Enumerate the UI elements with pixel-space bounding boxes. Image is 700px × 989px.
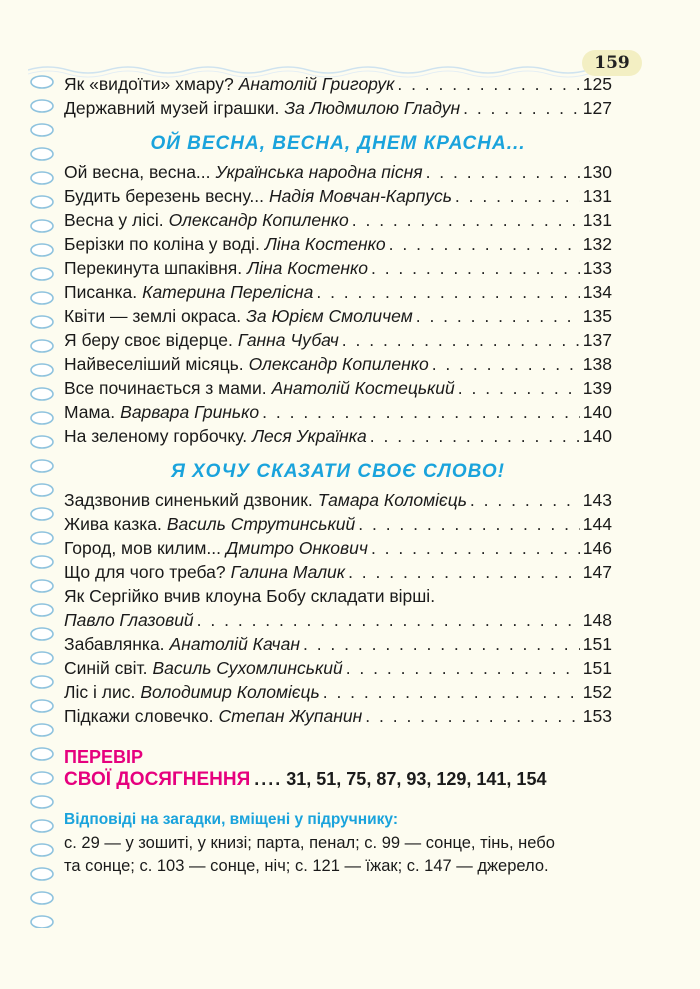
ring-icon: [31, 556, 53, 568]
entry-page: 127: [582, 98, 612, 118]
leader-dots: [197, 608, 580, 632]
ring-icon: [31, 916, 53, 928]
toc-entry[interactable]: [64, 488, 612, 512]
achievements-block: [64, 746, 612, 794]
toc-section-spring: [64, 160, 612, 448]
entry-author: Українська народна пісня: [215, 162, 423, 182]
entry-author: За Юрієм Смоличем: [246, 306, 413, 326]
entry-author: Анатолій Качан: [169, 634, 300, 654]
ring-icon: [31, 508, 53, 520]
entry-page: 153: [582, 706, 612, 726]
entry-page: 135: [582, 306, 612, 326]
entry-title: Квіти — землі окраса.: [64, 306, 242, 326]
ring-icon: [31, 844, 53, 856]
entry-title: Перекинута шпаківня.: [64, 258, 243, 278]
entry-page: 130: [582, 162, 612, 182]
ring-icon: [31, 196, 53, 208]
entry-page: 134: [582, 282, 612, 302]
leader-dots: [358, 512, 580, 536]
leader-dots: [432, 352, 580, 376]
notebook-rings-decoration: [28, 68, 68, 928]
ring-icon: [31, 220, 53, 232]
toc-entry[interactable]: [64, 352, 612, 376]
toc-entry[interactable]: [64, 424, 612, 448]
entry-author: Олександр Копиленко: [168, 210, 349, 230]
entry-page: 131: [582, 186, 612, 206]
leader-dots: [316, 280, 579, 304]
entry-page: 125: [582, 74, 612, 94]
ring-icon: [31, 868, 53, 880]
leader-dots: [352, 208, 580, 232]
answers-heading: Відповіді на загадки, вміщені у підручнику:: [64, 811, 398, 828]
ring-icon: [31, 148, 53, 160]
ring-icon: [31, 412, 53, 424]
toc-entry[interactable]: [64, 512, 612, 536]
entry-title: Берізки по коліна у воді.: [64, 234, 260, 254]
entry-page: 151: [582, 658, 612, 678]
entry-page: 151: [582, 634, 612, 654]
toc-entry[interactable]: [64, 704, 612, 728]
toc-entry[interactable]: [64, 72, 612, 96]
entry-title: Город, мов килим...: [64, 538, 222, 558]
entry-title: Ліс і лис.: [64, 682, 136, 702]
leader-dots: [365, 704, 580, 728]
entry-author: Василь Сухомлинський: [152, 658, 343, 678]
toc-entry[interactable]: [64, 400, 612, 424]
entry-title: Весна у лісі.: [64, 210, 164, 230]
leader-dots: [342, 328, 580, 352]
ring-icon: [31, 364, 53, 376]
ring-icon: [31, 292, 53, 304]
entry-author: Степан Жупанин: [218, 706, 363, 726]
ring-icon: [31, 76, 53, 88]
leader-dots: [455, 184, 580, 208]
achievements-row: [64, 768, 612, 794]
ring-icon: [31, 724, 53, 736]
ring-icon: [31, 172, 53, 184]
leader-dots: [346, 656, 580, 680]
section-heading-my-word: Я ХОЧУ СКАЗАТИ СВОЄ СЛОВО!: [171, 461, 505, 482]
toc-entry[interactable]: [64, 680, 612, 704]
achievements-label-line1: ПЕРЕВІР: [64, 747, 143, 767]
toc-entry[interactable]: [64, 96, 612, 120]
toc-section-my-word-continued: [64, 632, 612, 728]
toc-entry[interactable]: [64, 280, 612, 304]
ring-icon: [31, 436, 53, 448]
entry-author: Анатолій Григорук: [238, 74, 395, 94]
ring-icon: [31, 244, 53, 256]
toc-section-my-word: [64, 488, 612, 584]
ring-icon: [31, 820, 53, 832]
entry-author: Ліна Костенко: [247, 258, 368, 278]
leader-dots: [371, 536, 580, 560]
leader-dots: ....: [254, 769, 283, 789]
leader-dots: [463, 96, 580, 120]
toc-entry-multiline-title[interactable]: [64, 584, 612, 608]
leader-dots: [470, 488, 580, 512]
entry-title: Все починається з мами.: [64, 378, 267, 398]
ring-icon: [31, 340, 53, 352]
ring-icon: [31, 316, 53, 328]
ring-icon: [31, 388, 53, 400]
leader-dots: [458, 376, 580, 400]
leader-dots: [370, 424, 580, 448]
entry-page: 132: [582, 234, 612, 254]
entry-page: 146: [582, 538, 612, 558]
entry-title: Як Сергійко вчив клоуна Бобу складати вірші.: [64, 586, 436, 606]
entry-title: Підкажи словечко.: [64, 706, 214, 726]
entry-author: Ганна Чубач: [237, 330, 339, 350]
ring-icon: [31, 796, 53, 808]
achievements-label-line2: СВОЇ ДОСЯГНЕННЯ: [64, 769, 251, 790]
ring-icon: [31, 124, 53, 136]
entry-title: Державний музей іграшки.: [64, 98, 280, 118]
entry-title: Мама.: [64, 402, 116, 422]
entry-page: 131: [582, 210, 612, 230]
entry-title: Ой весна, весна...: [64, 162, 211, 182]
entry-title: Найвеселіший місяць.: [64, 354, 244, 374]
achievements-pages: 31, 51, 75, 87, 93, 129, 141, 154: [286, 769, 547, 789]
entry-page: 133: [582, 258, 612, 278]
toc-entry[interactable]: [64, 232, 612, 256]
entry-author: Павло Глазовий: [64, 610, 194, 630]
answers-text: [64, 832, 612, 878]
entry-author: Дмитро Онкович: [226, 538, 368, 558]
ring-icon: [31, 892, 53, 904]
toc-entry[interactable]: [64, 656, 612, 680]
ring-icon: [31, 100, 53, 112]
entry-title: Будить березень весну...: [64, 186, 264, 206]
entry-page: 144: [582, 514, 612, 534]
leader-dots: [416, 304, 580, 328]
ring-icon: [31, 580, 53, 592]
ring-icon: [31, 460, 53, 472]
toc-entry[interactable]: [64, 376, 612, 400]
toc-entry-multiline-author[interactable]: [64, 608, 612, 632]
table-of-contents: [64, 72, 612, 878]
ring-icon: [31, 628, 53, 640]
ring-icon: [31, 676, 53, 688]
ring-icon: [31, 700, 53, 712]
entry-author: Володимир Коломієць: [140, 682, 320, 702]
entry-author: Катерина Перелісна: [142, 282, 314, 302]
ring-icon: [31, 772, 53, 784]
entry-author: Надія Мовчан-Карпусь: [268, 186, 452, 206]
leader-dots: [303, 632, 580, 656]
answers-line: та сонце; с. 103 — сонце, ніч; с. 121 — їжак; с. 147 — джерело.: [64, 857, 549, 875]
entry-title: Що для чого треба?: [64, 562, 226, 582]
leader-dots: [323, 680, 580, 704]
section-heading-spring: ОЙ ВЕСНА, ВЕСНА, ДНЕМ КРАСНА...: [150, 133, 526, 154]
toc-entry[interactable]: [64, 160, 612, 184]
leader-dots: [371, 256, 580, 280]
ring-icon: [31, 748, 53, 760]
entry-author: Олександр Копиленко: [248, 354, 429, 374]
entry-title: Синій світ.: [64, 658, 148, 678]
entry-page: 140: [582, 426, 612, 446]
toc-entry[interactable]: [64, 208, 612, 232]
entry-author: Василь Струтинський: [166, 514, 356, 534]
entry-title: На зеленому горбочку.: [64, 426, 248, 446]
ring-icon: [31, 652, 53, 664]
entry-author: Ліна Костенко: [264, 234, 386, 254]
toc-entry[interactable]: [64, 256, 612, 280]
ring-icon: [31, 532, 53, 544]
entry-page: 148: [582, 610, 612, 630]
toc-entry[interactable]: [64, 304, 612, 328]
toc-entry[interactable]: [64, 328, 612, 352]
entry-page: 152: [582, 682, 612, 702]
entry-page: 139: [582, 378, 612, 398]
entry-title: Жива казка.: [64, 514, 162, 534]
entry-page: 138: [582, 354, 612, 374]
leader-dots: [397, 72, 579, 96]
entry-title: Задзвонив синенький дзвоник.: [64, 490, 313, 510]
leader-dots: [426, 160, 580, 184]
ring-icon: [31, 604, 53, 616]
leader-dots: [262, 400, 580, 424]
entry-title: Я беру своє відерце.: [64, 330, 233, 350]
toc-entry[interactable]: [64, 184, 612, 208]
toc-top-entries: [64, 72, 612, 120]
entry-title: Писанка.: [64, 282, 138, 302]
entry-page: 137: [582, 330, 612, 350]
entry-page: 140: [582, 402, 612, 422]
toc-entry[interactable]: [64, 560, 612, 584]
entry-author: Галина Малик: [230, 562, 346, 582]
ring-icon: [31, 484, 53, 496]
page-number: 159: [582, 50, 642, 76]
leader-dots: [389, 232, 580, 256]
leader-dots: [348, 560, 580, 584]
entry-title: Як «видоїти» хмару?: [64, 74, 234, 94]
toc-entry[interactable]: [64, 536, 612, 560]
entry-author: Анатолій Костецький: [271, 378, 455, 398]
ring-icon: [31, 268, 53, 280]
entry-author: Варвара Гринько: [120, 402, 260, 422]
entry-page: 143: [582, 490, 612, 510]
entry-author: За Людмилою Гладун: [284, 98, 461, 118]
entry-author: Леся Українка: [252, 426, 367, 446]
answers-line: с. 29 — у зошиті, у книзі; парта, пенал; с. 99 — сонце, тінь, небо: [64, 834, 555, 852]
entry-author: Тамара Коломієць: [317, 490, 467, 510]
entry-title: Забавлянка.: [64, 634, 165, 654]
toc-entry[interactable]: [64, 632, 612, 656]
entry-page: 147: [582, 562, 612, 582]
